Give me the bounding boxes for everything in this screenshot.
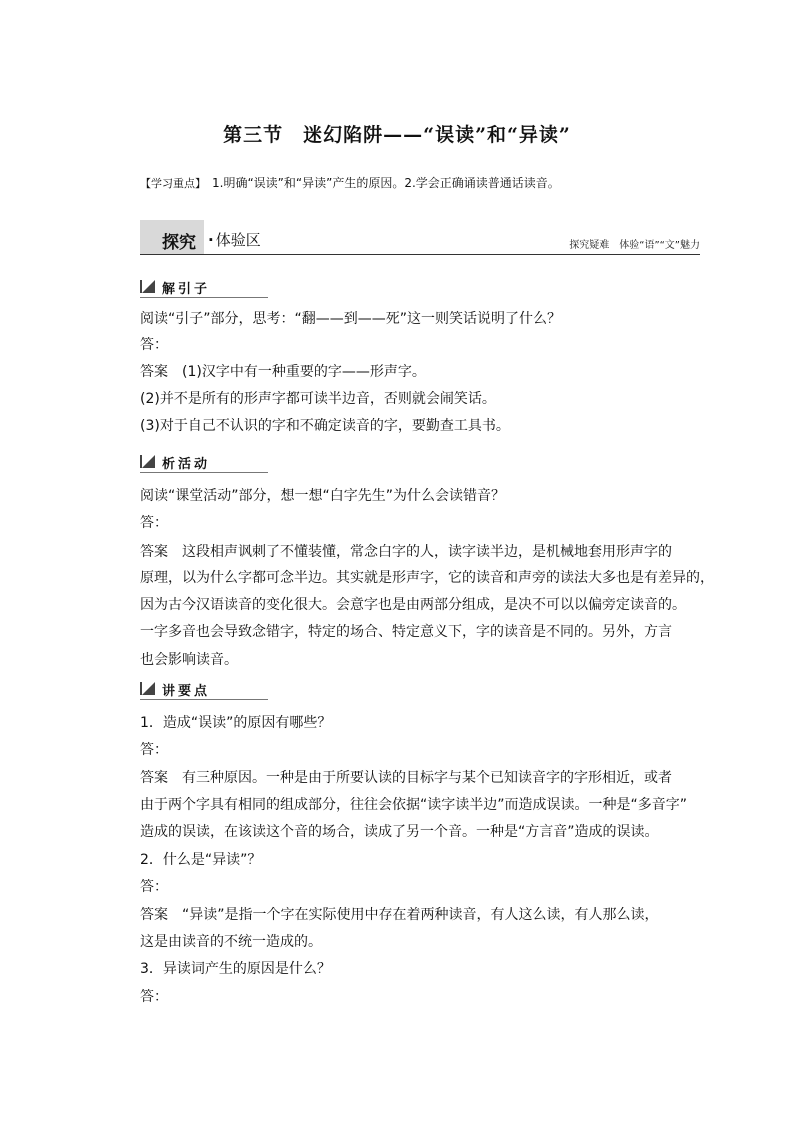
- answer-text: 因为古今汉语读音的变化很大。会意字也是由两部分组成，是决不可以以偏旁定读音的。: [140, 597, 686, 613]
- page-title: [0, 120, 794, 147]
- question-text: 3．异读词产生的原因是什么？: [140, 961, 331, 977]
- banner-dot: ·: [208, 231, 214, 249]
- answer-line: [140, 542, 672, 562]
- section-banner: [140, 220, 700, 255]
- answer-line: [140, 362, 426, 382]
- triangle-icon: [142, 682, 155, 695]
- title-text: 迷幻陷阱——“误读”和“异读”: [303, 124, 571, 146]
- banner-subtitle-text: 体验区: [215, 231, 261, 249]
- answer-text: 有三种原因。一种是由于所要认读的目标字与某个已知读音字的字形相近，或者: [182, 770, 672, 786]
- triangle-icon: [142, 280, 155, 293]
- key-points-text: 1.明确“误读”和“异读”产生的原因。2.学会正确诵读普通话读音。: [212, 176, 560, 190]
- title-section-number: 第三节: [223, 124, 284, 146]
- answer-text: 这段相声讽刺了不懂装懂，常念白字的人，读字读半边，是机械地套用形声字的: [182, 544, 672, 560]
- answer-line: [140, 905, 659, 925]
- answer-prompt: 答：: [140, 515, 168, 531]
- answer-text: 由于两个字具有相同的组成部分，往往会依据“读字读半边”而造成误读。一种是“多音字”: [140, 797, 688, 813]
- section-heading-label: 解引子: [162, 282, 211, 297]
- key-points: [140, 174, 560, 191]
- section-heading-jieyinzi: [140, 277, 268, 298]
- banner-right-text: 探究疑难 体验“语”“文”魅力: [569, 240, 700, 251]
- answer-label: 答案: [140, 364, 168, 380]
- question-text: 2．什么是“异读”？: [140, 852, 262, 868]
- answer-label: 答案: [140, 907, 168, 923]
- answer-text: 原理，以为什么字都可念半边。其实就是形声字，它的读音和声旁的读法大多也是有差异的，: [140, 570, 714, 586]
- section-heading-label: 讲要点: [162, 684, 211, 699]
- banner-subtitle: [208, 229, 261, 250]
- section-heading-xihuodong: [140, 452, 268, 473]
- answer-line: [140, 768, 672, 788]
- answer-text: “异读”是指一个字在实际使用中存在着两种读音，有人这么读，有人那么读，: [182, 907, 659, 923]
- answer-prompt: 答：: [140, 989, 168, 1005]
- answer-text: (2)并不是所有的形声字都可读半边音，否则就会闹笑话。: [140, 391, 496, 407]
- question-text: 阅读“课堂活动”部分，想一想“白字先生”为什么会读错音？: [140, 488, 506, 504]
- answer-prompt: 答：: [140, 742, 168, 758]
- answer-text: 一字多音也会导致念错字，特定的场合、特定意义下，字的读音是不同的。另外，方言: [140, 624, 672, 640]
- question-text: 阅读“引子”部分，思考：“翻——到——死”这一则笑话说明了什么？: [140, 311, 562, 327]
- answer-prompt: 答：: [140, 879, 168, 895]
- answer-text: (3)对于自己不认识的字和不确定读音的字，要勤查工具书。: [140, 418, 510, 434]
- banner-box-text: 探究: [162, 233, 196, 253]
- answer-text: 也会影响读音。: [140, 652, 238, 668]
- section-heading-jiangyaodian: [140, 679, 268, 700]
- answer-label: 答案: [140, 770, 168, 786]
- answer-label: 答案: [140, 544, 168, 560]
- answer-prompt: 答：: [140, 337, 168, 353]
- answer-text: 造成的误读，在该读这个音的场合，读成了另一个音。一种是“方言音”造成的误读。: [140, 824, 659, 840]
- section-heading-label: 析活动: [162, 457, 211, 472]
- key-points-label: 【学习重点】: [140, 177, 206, 190]
- triangle-icon: [142, 455, 155, 468]
- answer-text: 这是由读音的不统一造成的。: [140, 934, 322, 950]
- question-text: 1．造成“误读”的原因有哪些？: [140, 715, 332, 731]
- answer-text: (1)汉字中有一种重要的字——形声字。: [182, 364, 426, 380]
